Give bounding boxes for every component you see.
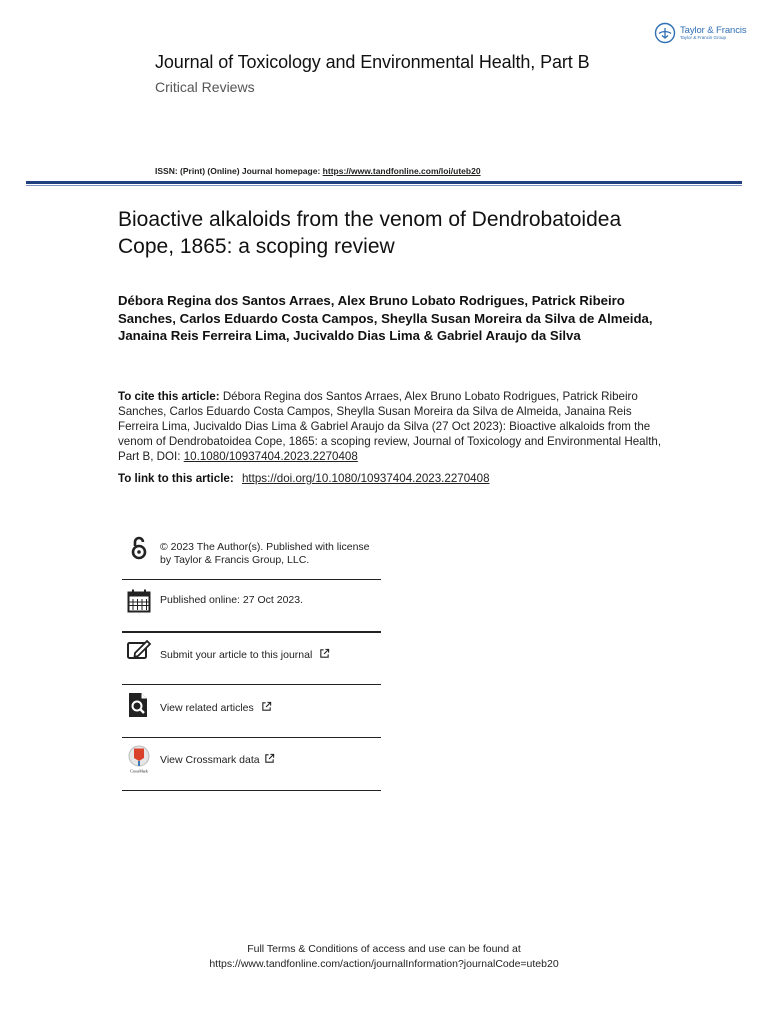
crossmark-icon — [126, 744, 152, 774]
license-item — [122, 535, 381, 571]
article-doi-link[interactable]: https://doi.org/10.1080/10937404.2023.2270408 — [241, 472, 490, 485]
link-label: To link to this article: — [118, 472, 234, 485]
related-articles-link[interactable] — [160, 701, 272, 715]
search-document-icon — [126, 692, 152, 718]
publisher-subname: Taylor & Francis Group — [680, 35, 727, 40]
info-divider — [122, 631, 381, 633]
submit-article-label: Submit your article to this journal — [160, 649, 313, 661]
external-link-icon — [319, 648, 330, 659]
external-link-icon — [264, 753, 275, 764]
crossmark-label-text: View Crossmark data — [160, 754, 260, 766]
publisher-name: Taylor & Francis — [680, 24, 747, 36]
submit-article-link[interactable] — [160, 648, 330, 662]
publisher-logo — [654, 22, 747, 44]
article-link-line — [118, 472, 490, 485]
info-divider — [122, 684, 381, 685]
submit-article-item[interactable] — [122, 639, 381, 669]
footer-terms: Full Terms & Conditions of access and use can be found at — [247, 943, 521, 955]
related-articles-label: View related articles — [160, 702, 254, 714]
calendar-icon — [126, 588, 152, 614]
article-title: Bioactive alkaloids from the venom of Dendrobatoidea Cope, 1865: a scoping review — [118, 208, 622, 258]
header-rule-thin — [26, 185, 742, 186]
published-date: Published online: 27 Oct 2023. — [160, 594, 304, 606]
external-link-icon — [261, 701, 272, 712]
footer-terms-link[interactable]: https://www.tandfonline.com/action/journalInformation?journalCode=uteb20 — [209, 958, 559, 970]
info-divider — [122, 579, 381, 580]
journal-title: Journal of Toxicology and Environmental Health, Part B — [155, 52, 590, 72]
article-authors: Débora Regina dos Santos Arraes, Alex Bruno Lobato Rodrigues, Patrick Ribeiro Sanches, Carlos Eduardo Costa Campos, Sheylla Susan Moreira da Silva de Almeida, Janaina Reis Ferreira Lima, Jucivaldo Dias Lima & Gabriel Araujo da Silva — [118, 293, 653, 343]
issn-prefix: ISSN: (Print) (Online) Journal homepage: — [155, 166, 321, 176]
open-access-icon — [126, 535, 152, 561]
header-rule — [26, 181, 742, 184]
cite-doi-link[interactable]: 10.1080/10937404.2023.2270408 — [183, 450, 358, 463]
cite-text: Débora Regina dos Santos Arraes, Alex Bruno Lobato Rodrigues, Patrick Ribeiro Sanches, Carlos Eduardo Costa Campos, Sheylla Susan Moreira da Silva de Almeida, Janaina Reis Ferreira Lima, Jucivaldo Dias Lima & Gabriel Araujo da Silva (27 Oct 2023): Bioactive alkaloids from the venom of Dendrobatoidea Cope, 1865: a scoping review, Journal of Toxicology and Environmental Health, Part B, DOI: — [118, 390, 662, 463]
crossmark-item[interactable] — [122, 744, 381, 776]
license-text: © 2023 The Author(s). Published with license by Taylor & Francis Group, LLC. — [160, 541, 370, 566]
crossmark-label: CrossMark — [130, 768, 148, 774]
published-item — [122, 587, 381, 615]
taylor-francis-logo-icon — [654, 22, 676, 44]
edit-icon — [126, 639, 152, 665]
journal-subtitle: Critical Reviews — [155, 79, 255, 95]
cite-label: To cite this article: — [118, 390, 220, 403]
citation-block — [118, 389, 663, 464]
related-articles-item[interactable] — [122, 692, 381, 722]
issn-line — [155, 166, 481, 176]
crossmark-link[interactable] — [160, 753, 275, 767]
journal-homepage-link[interactable]: https://www.tandfonline.com/loi/uteb20 — [322, 166, 481, 176]
footer — [0, 942, 768, 972]
info-divider — [122, 790, 381, 791]
info-divider — [122, 737, 381, 738]
